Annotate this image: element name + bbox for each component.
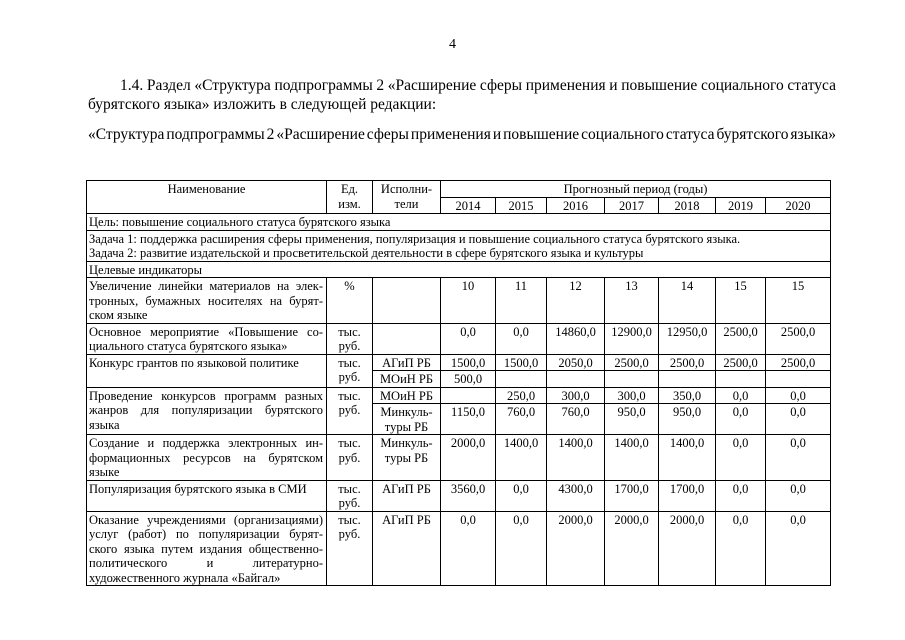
measure-name-cell: [87, 278, 327, 324]
value-cell-2015: 250,0: [496, 387, 547, 404]
task-line: Задача 1: поддержка расширения сферы применения, популяризация и повышение социального статуса бурятского языка.: [89, 231, 741, 246]
value-cell-2018: 2000,0: [659, 511, 716, 586]
executor-cell: [373, 404, 441, 435]
measure-row: [87, 354, 831, 371]
unit-line: тыс.: [338, 512, 361, 527]
value-cell-2019: [716, 371, 766, 388]
measure-name-line: Создание и поддержка электронных ин-: [89, 436, 323, 450]
value-cell-2017: 2500,0: [605, 354, 659, 371]
value-cell-2016: 4300,0: [547, 480, 605, 511]
value-cell-2016: 760,0: [547, 404, 605, 435]
goal-row: [87, 214, 831, 231]
executor-cell: [373, 387, 441, 404]
header-year: 2018: [659, 197, 716, 214]
header-unit-line: изм.: [338, 196, 361, 211]
value-cell-2017: 1400,0: [605, 435, 659, 481]
executor-cell: [373, 278, 441, 324]
value-cell-2014: 0,0: [441, 323, 496, 354]
unit-line: %: [344, 279, 355, 293]
header-executors: [373, 181, 441, 214]
value-cell-2014: 1500,0: [441, 354, 496, 371]
value-cell-2019: 0,0: [716, 404, 766, 435]
value-cell-2015: [496, 371, 547, 388]
header-unit-line: Ед.: [340, 182, 359, 196]
measure-name-line: языка: [89, 417, 120, 432]
measure-name-line: художественного журнала «Байгал»: [89, 570, 281, 585]
tasks-row: [87, 230, 831, 261]
unit-line: руб.: [338, 339, 361, 353]
value-cell-2016: 2000,0: [547, 511, 605, 586]
value-cell-2015: 0,0: [496, 480, 547, 511]
value-cell-2018: 950,0: [659, 404, 716, 435]
value-cell-2017: 950,0: [605, 404, 659, 435]
unit-cell: [327, 323, 373, 354]
executor-line: АГиП РБ: [382, 355, 431, 370]
unit-line: тыс.: [338, 355, 361, 370]
measure-name-line: политического и литературно-: [89, 556, 323, 570]
value-cell-2020: 0,0: [766, 511, 831, 586]
value-cell-2020: 0,0: [766, 435, 831, 481]
header-year: 2014: [441, 197, 496, 214]
unit-cell: [327, 354, 373, 387]
header-forecast-period: Прогнозный период (годы): [441, 181, 831, 198]
executor-line: АГиП РБ: [382, 512, 431, 527]
value-cell-2019: 2500,0: [716, 354, 766, 371]
measure-name-line: языке: [89, 465, 120, 479]
value-cell-2019: 0,0: [716, 511, 766, 586]
value-cell-2018: 1400,0: [659, 435, 716, 481]
header-year: 2015: [496, 197, 547, 214]
value-cell-2016: 14860,0: [547, 323, 605, 354]
value-cell-2018: [659, 371, 716, 388]
page-number: 4: [449, 37, 456, 52]
value-cell-2016: [547, 371, 605, 388]
value-cell-2016: 12: [547, 278, 605, 324]
value-cell-2019: 2500,0: [716, 323, 766, 354]
measure-row: [87, 387, 831, 404]
measure-name-line: услуг (работ) по популяризации бурят-: [89, 527, 323, 541]
measure-name-line: Проведение конкурсов программ разных: [89, 388, 323, 403]
measure-row: [87, 511, 831, 586]
measure-name-line: тронных, бумажных носителях на бурят-: [89, 293, 323, 308]
value-cell-2015: 1500,0: [496, 354, 547, 371]
executor-line: туры РБ: [384, 419, 429, 434]
unit-cell: [327, 278, 373, 324]
executor-cell: [373, 354, 441, 371]
executor-cell: [373, 371, 441, 388]
value-cell-2018: 14: [659, 278, 716, 324]
value-cell-2020: 15: [766, 278, 831, 324]
measure-name-cell: [87, 511, 327, 586]
unit-line: руб.: [338, 403, 361, 417]
indicators-heading: Целевые индикаторы: [87, 261, 831, 278]
value-cell-2020: 2500,0: [766, 323, 831, 354]
tasks-cell: [87, 230, 831, 261]
unit-line: руб.: [338, 496, 361, 510]
measure-name-line: Основное мероприятие «Повышение со-: [89, 324, 323, 339]
value-cell-2015: 0,0: [496, 323, 547, 354]
executor-line: АГиП РБ: [382, 481, 431, 496]
executor-cell: [373, 323, 441, 354]
unit-line: руб.: [338, 450, 361, 465]
value-cell-2019: 15: [716, 278, 766, 324]
measure-name-line: Оказание учреждениями (организациями): [89, 512, 323, 527]
value-cell-2017: 13: [605, 278, 659, 324]
value-cell-2014: 3560,0: [441, 480, 496, 511]
unit-line: руб.: [338, 370, 361, 384]
value-cell-2016: 1400,0: [547, 435, 605, 481]
header-year: 2017: [605, 197, 659, 214]
executor-cell: [373, 480, 441, 511]
measure-name-line: ского языка путем издания общественно-: [89, 541, 323, 556]
value-cell-2020: 2500,0: [766, 354, 831, 371]
goal-text: Цель: повышение социального статуса бурятского языка: [87, 214, 831, 231]
value-cell-2020: [766, 371, 831, 388]
executor-cell: [373, 511, 441, 586]
measure-name-line: жанров для популяризации бурятского: [89, 403, 323, 417]
executor-line: Минкуль-: [380, 405, 433, 419]
unit-cell: [327, 387, 373, 435]
header-year: 2020: [766, 197, 831, 214]
measure-row: [87, 480, 831, 511]
value-cell-2014: 500,0: [441, 371, 496, 388]
table-header-row: [87, 181, 831, 198]
value-cell-2018: 350,0: [659, 387, 716, 404]
value-cell-2018: 2500,0: [659, 354, 716, 371]
executor-line: МОиН РБ: [379, 372, 434, 386]
measure-name-line: ском языке: [89, 308, 148, 322]
unit-line: тыс.: [338, 388, 361, 403]
structure-heading: «Структура подпрограммы 2 «Расширение сферы применения и повышение социального статуса бурятского языка»: [88, 126, 836, 143]
value-cell-2020: 0,0: [766, 404, 831, 435]
value-cell-2020: 0,0: [766, 387, 831, 404]
intro-paragraph-line: бурятского языка» изложить в следующей редакции:: [88, 96, 437, 113]
value-cell-2018: 12950,0: [659, 323, 716, 354]
value-cell-2017: 2000,0: [605, 511, 659, 586]
value-cell-2015: 760,0: [496, 404, 547, 435]
measure-name-cell: [87, 387, 327, 435]
executor-line: Минкуль-: [380, 436, 433, 450]
value-cell-2017: 300,0: [605, 387, 659, 404]
task-line: Задача 2: развитие издательской и просветительской деятельности в сфере бурятского языка и культуры: [89, 246, 644, 260]
value-cell-2019: 0,0: [716, 387, 766, 404]
unit-line: тыс.: [338, 481, 361, 496]
value-cell-2017: 1700,0: [605, 480, 659, 511]
unit-line: руб.: [338, 527, 361, 541]
measure-row: [87, 278, 831, 324]
unit-cell: [327, 435, 373, 481]
measure-row: [87, 435, 831, 481]
value-cell-2015: 11: [496, 278, 547, 324]
value-cell-2016: 2050,0: [547, 354, 605, 371]
unit-line: тыс.: [338, 324, 361, 339]
measure-name-cell: [87, 354, 327, 387]
value-cell-2019: 0,0: [716, 435, 766, 481]
indicators-heading-row: [87, 261, 831, 278]
value-cell-2014: 0,0: [441, 511, 496, 586]
value-cell-2018: 1700,0: [659, 480, 716, 511]
measure-name-line: циального статуса бурятского языка»: [89, 339, 288, 353]
value-cell-2014: 1150,0: [441, 404, 496, 435]
intro-paragraph-line: 1.4. Раздел «Структура подпрограммы 2 «Расширение сферы применения и повышение социального статуса: [120, 77, 836, 94]
value-cell-2014: 10: [441, 278, 496, 324]
value-cell-2015: 0,0: [496, 511, 547, 586]
value-cell-2017: [605, 371, 659, 388]
unit-line: тыс.: [338, 436, 361, 450]
value-cell-2015: 1400,0: [496, 435, 547, 481]
value-cell-2017: 12900,0: [605, 323, 659, 354]
value-cell-2019: 0,0: [716, 480, 766, 511]
header-executors-line: тели: [394, 196, 419, 211]
executor-line: туры РБ: [384, 450, 429, 465]
measure-name-line: Увеличение линейки материалов на элек-: [89, 279, 323, 293]
value-cell-2014: 2000,0: [441, 435, 496, 481]
measure-name-line: Конкурс грантов по языковой политике: [89, 355, 299, 370]
unit-cell: [327, 511, 373, 586]
header-year: 2019: [716, 197, 766, 214]
executor-line: МОиН РБ: [379, 388, 434, 403]
measure-name-line: формационных ресурсов на бурятском: [89, 450, 323, 465]
unit-cell: [327, 480, 373, 511]
measure-row: [87, 323, 831, 354]
measure-name-line: Популяризация бурятского языка в СМИ: [89, 481, 307, 496]
value-cell-2016: 300,0: [547, 387, 605, 404]
executor-cell: [373, 435, 441, 481]
measure-name-cell: [87, 480, 327, 511]
value-cell-2020: 0,0: [766, 480, 831, 511]
measure-name-cell: [87, 435, 327, 481]
header-executors-line: Исполни-: [380, 182, 433, 196]
measure-name-cell: [87, 323, 327, 354]
header-name: Наименование: [87, 181, 327, 214]
header-year: 2016: [547, 197, 605, 214]
subprogram-structure-table: [86, 180, 831, 586]
value-cell-2014: [441, 387, 496, 404]
header-unit: [327, 181, 373, 214]
